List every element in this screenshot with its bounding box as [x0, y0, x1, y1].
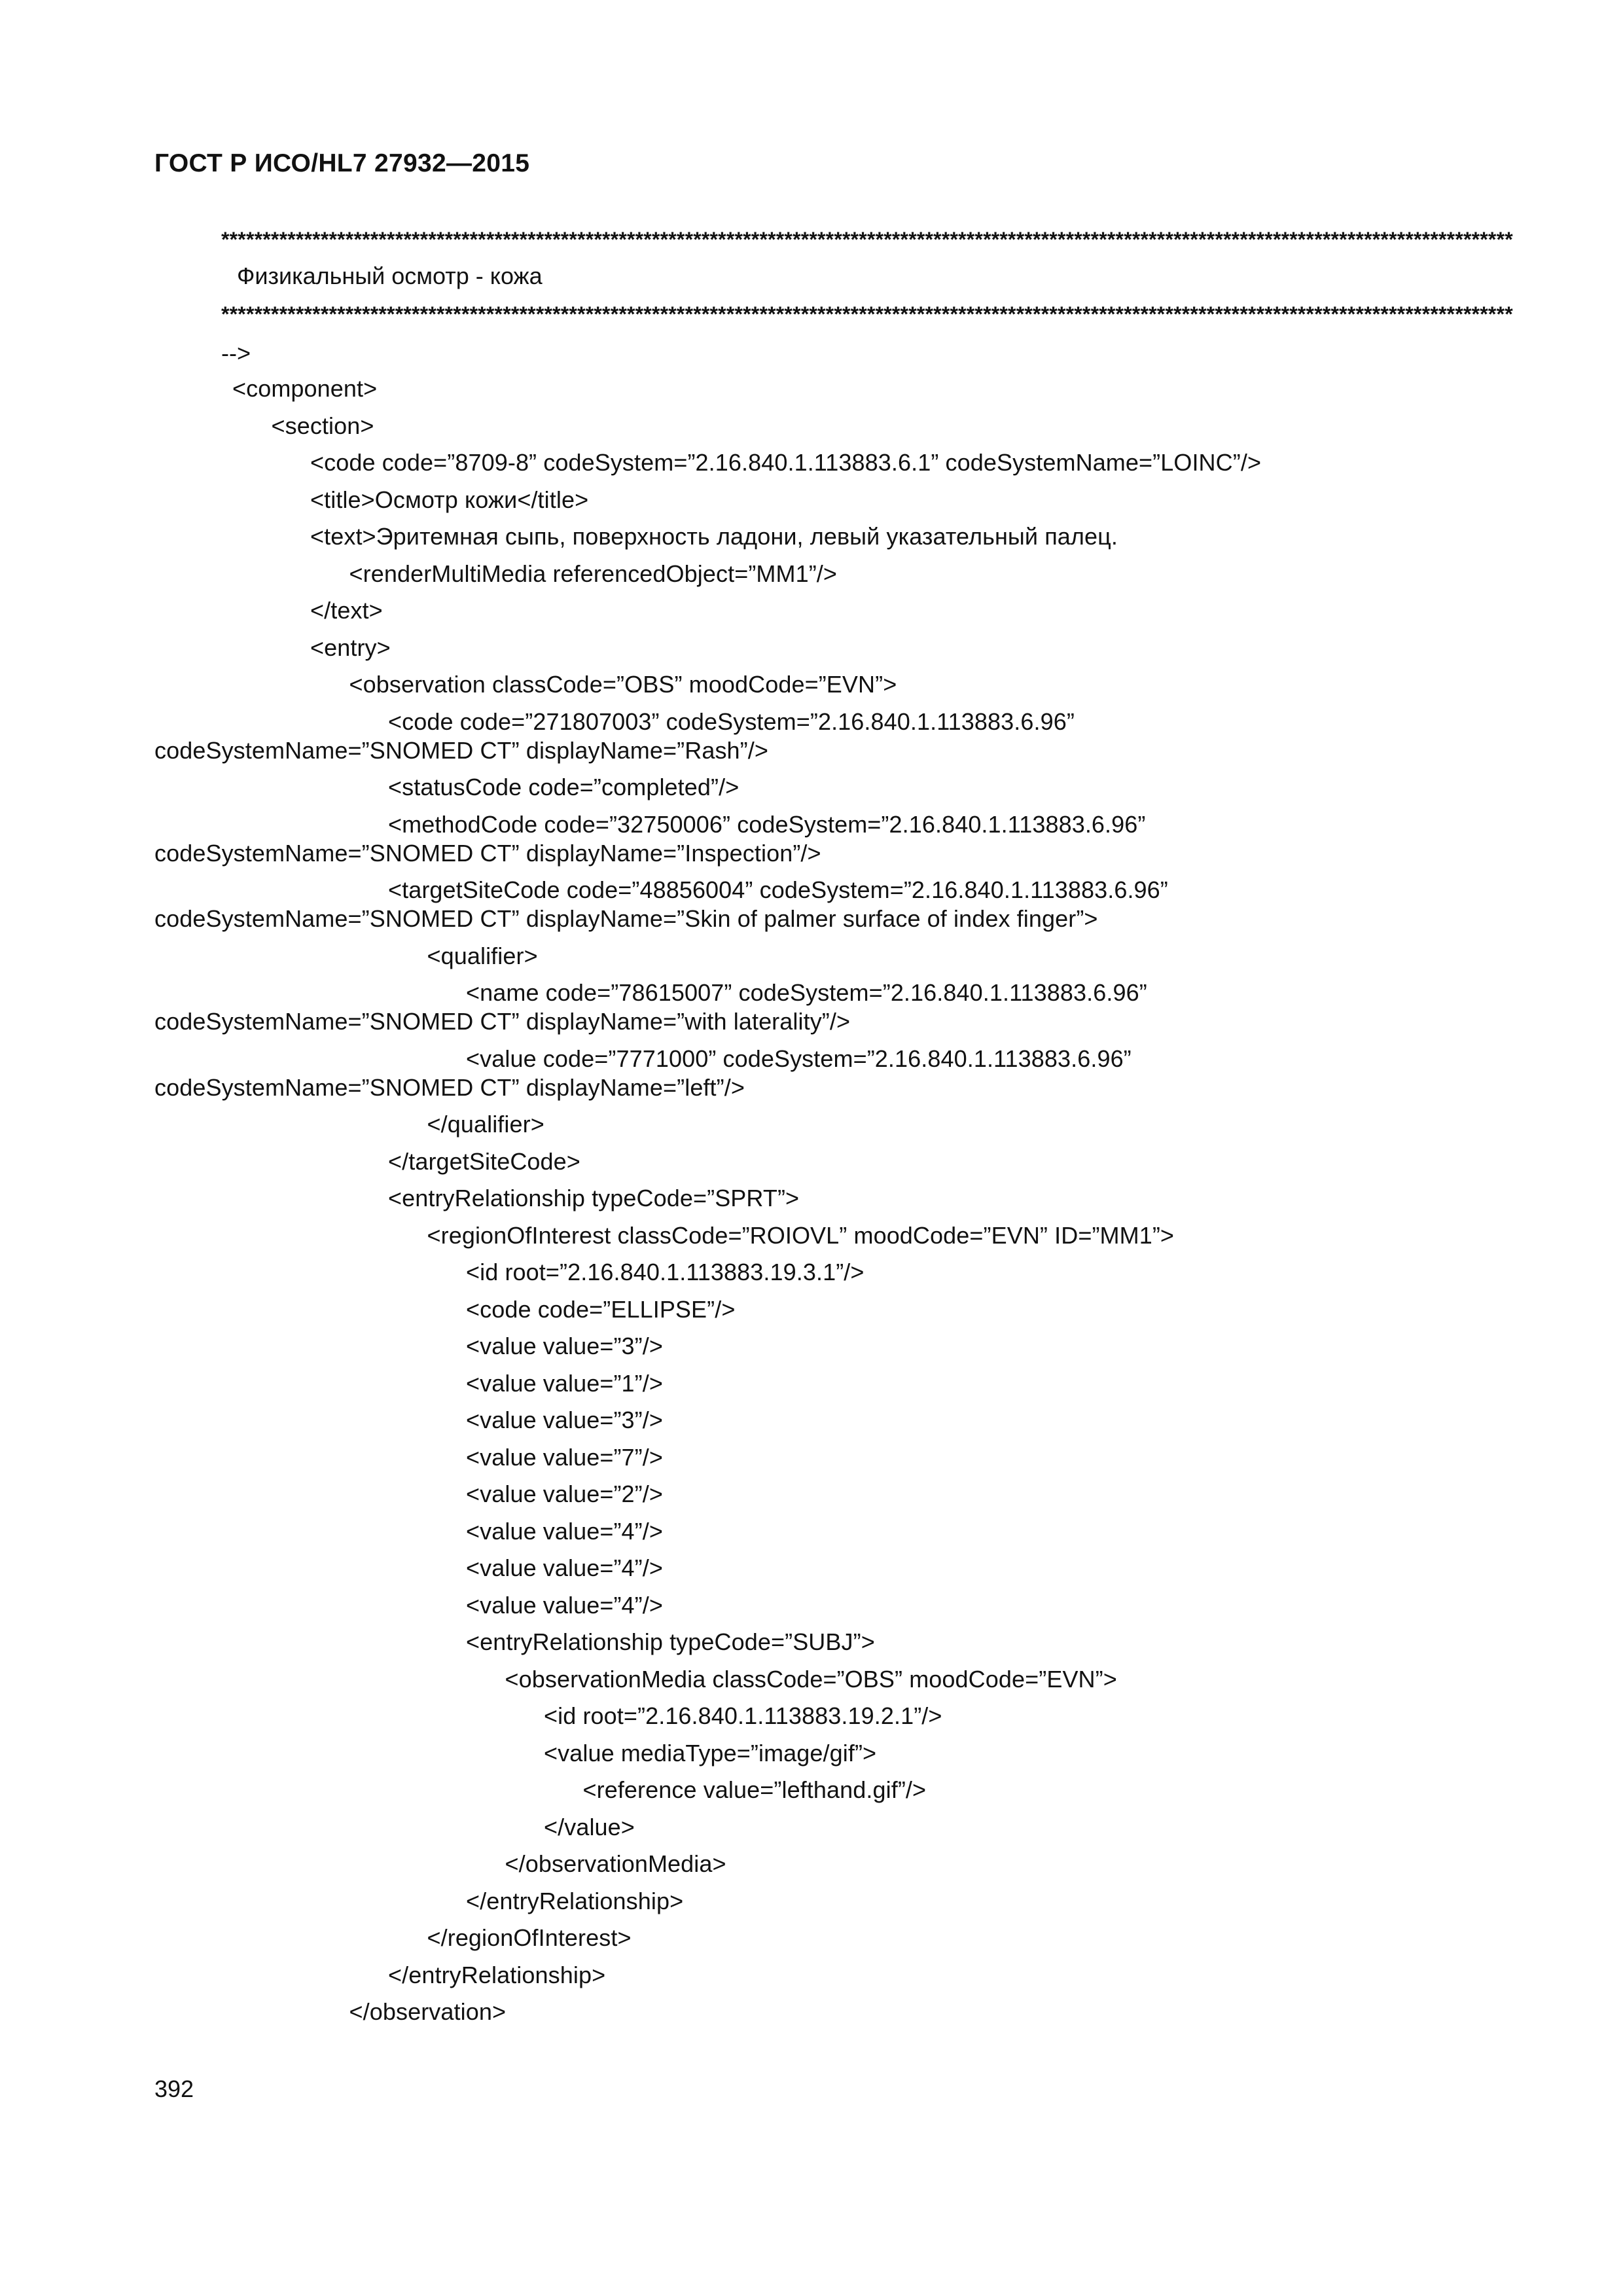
document-header: ГОСТ Р ИСО/HL7 27932—2015	[154, 149, 530, 177]
code-line: </observationMedia>	[505, 1850, 726, 1877]
code-line: <value value=”3”/>	[466, 1333, 663, 1359]
code-line: <name code=”78615007” codeSystem=”2.16.840.1.113883.6.96”	[466, 979, 1147, 1006]
code-line-continuation: codeSystemName=”SNOMED CT” displayName=”Skin of palmer surface of index finger”>	[154, 905, 1098, 932]
code-line-continuation: codeSystemName=”SNOMED CT” displayName=”Rash”/>	[154, 736, 768, 764]
comment-stars-bottom: ************************************************************************************************************************************************************	[221, 302, 1513, 326]
code-line: <component>	[232, 375, 378, 402]
code-line: </entryRelationship>	[388, 1961, 606, 1988]
code-line: <value value=”4”/>	[466, 1554, 663, 1581]
code-line-continuation: codeSystemName=”SNOMED CT” displayName=”with laterality”/>	[154, 1008, 851, 1035]
code-line: <value value=”7”/>	[466, 1443, 663, 1471]
code-line: </regionOfInterest>	[427, 1924, 632, 1951]
code-line: <statusCode code=”completed”/>	[388, 774, 740, 800]
code-line: <reference value=”lefthand.gif”/>	[582, 1776, 927, 1803]
page-number: 392	[154, 2075, 194, 2102]
code-line: </targetSiteCode>	[388, 1147, 580, 1175]
code-line: <value mediaType=”image/gif”>	[544, 1739, 877, 1767]
code-line: <value value=”3”/>	[466, 1407, 663, 1433]
code-line: <methodCode code=”32750006” codeSystem=”2.16.840.1.113883.6.96”	[388, 810, 1146, 838]
code-line: <renderMultiMedia referencedObject=”MM1”/>	[349, 560, 838, 587]
code-line: <id root=”2.16.840.1.113883.19.3.1”/>	[466, 1259, 865, 1285]
code-line: <targetSiteCode code=”48856004” codeSystem=”2.16.840.1.113883.6.96”	[388, 876, 1168, 903]
code-line: </observation>	[349, 1998, 507, 2025]
code-line: <code code=”ELLIPSE”/>	[466, 1295, 736, 1323]
code-line: </entryRelationship>	[466, 1887, 684, 1914]
code-line: <code code=”8709-8” codeSystem=”2.16.840.1.113883.6.1” codeSystemName=”LOINC”/>	[310, 449, 1262, 476]
code-line: <section>	[271, 412, 374, 439]
code-line: <code code=”271807003” codeSystem=”2.16.840.1.113883.6.96”	[388, 708, 1075, 735]
code-line: <qualifier>	[427, 942, 538, 969]
code-line: <id root=”2.16.840.1.113883.19.2.1”/>	[544, 1702, 942, 1729]
code-line: <value value=”2”/>	[466, 1480, 663, 1507]
code-line: <value value=”1”/>	[466, 1369, 663, 1397]
code-line: </text>	[310, 597, 383, 624]
code-line-continuation: codeSystemName=”SNOMED CT” displayName=”left”/>	[154, 1073, 745, 1101]
comment-title: Физикальный осмотр - кожа	[237, 262, 543, 289]
code-line: <entry>	[310, 634, 391, 661]
xml-code-listing	[154, 374, 1476, 2026]
comment-stars-top: ************************************************************************************************************************************************************	[221, 228, 1513, 251]
code-line: </qualifier>	[427, 1111, 544, 1138]
code-line-continuation: codeSystemName=”SNOMED CT” displayName=”Inspection”/>	[154, 839, 821, 867]
code-line: <entryRelationship typeCode=”SPRT”>	[388, 1185, 800, 1211]
code-line: <entryRelationship typeCode=”SUBJ”>	[466, 1628, 875, 1655]
code-line: <observation classCode=”OBS” moodCode=”EVN”>	[349, 671, 897, 698]
comment-end: -->	[221, 340, 251, 367]
code-line: </value>	[544, 1813, 635, 1840]
code-line: <value value=”4”/>	[466, 1517, 663, 1545]
code-line: <value code=”7771000” codeSystem=”2.16.840.1.113883.6.96”	[466, 1045, 1132, 1072]
code-line: <title>Осмотр кожи</title>	[310, 486, 589, 513]
code-line: <observationMedia classCode=”OBS” moodCode=”EVN”>	[505, 1665, 1117, 1693]
code-line: <text>Эритемная сыпь, поверхность ладони, левый указательный палец.	[310, 523, 1118, 550]
code-line: <value value=”4”/>	[466, 1591, 663, 1619]
code-line: <regionOfInterest classCode=”ROIOVL” moodCode=”EVN” ID=”MM1”>	[427, 1221, 1175, 1249]
